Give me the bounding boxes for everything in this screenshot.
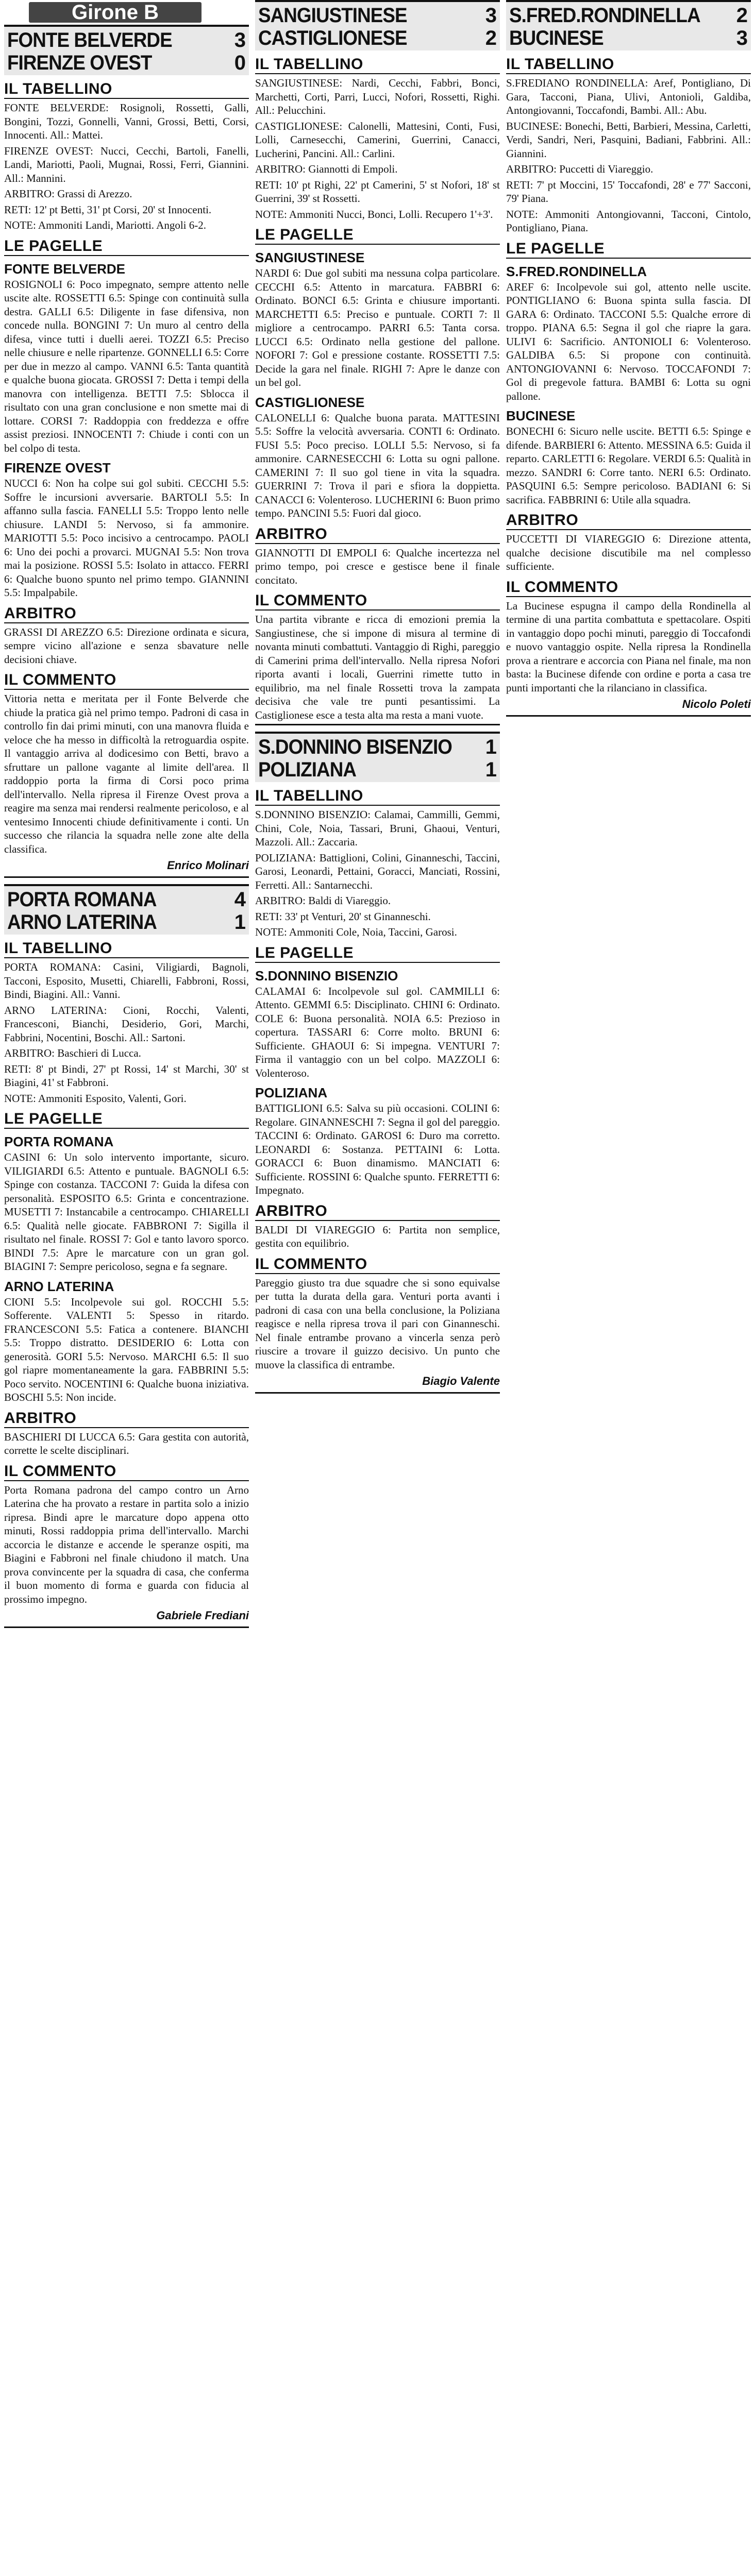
arbitro-rating: BALDI DI VIAREGGIO 6: Partita non semplice, gestita con equilibrio. (255, 1223, 500, 1249)
away-team-name: BUCINESE (509, 27, 603, 49)
pagelle-team-heading: SANGIUSTINESE (255, 250, 365, 265)
tabellino-notes: NOTE: Ammoniti Antongiovanni, Tacconi, Cintolo, Pontigliano, Piana. (506, 208, 751, 234)
match-report (255, 732, 500, 1394)
arbitro-heading: ARBITRO (255, 1202, 500, 1221)
tabellino-home-lineup: S.DONNINO BISENZIO: Calamai, Cammilli, Gemmi, Chini, Cole, Noia, Tassari, Bruni, Ghaoui, Venturi, Mazzoli. All.: Zaccaria. (255, 808, 500, 848)
article-author: Gabriele Frediani (156, 1609, 249, 1622)
tabellino-notes: NOTE: Ammoniti Esposito, Valenti, Gori. (4, 1092, 187, 1105)
pagelle-heading: LE PAGELLE (4, 1110, 249, 1129)
pagelle-team-ratings: CALAMAI 6: Incolpevole sul gol. CAMMILLI 6: Attento. GEMMI 6.5: Disciplinato. CHINI 6: Ordinato. COLE 6: Buona personalità. NOIA 6.5: Prezioso in copertura. TASSARI 6: Corre molto. BRUNI 6: Sufficiente. GHAOUI 6: Si impegna. VENTURI 7: Firma il vantaggio con un bel colpo. MAZZOLI 6: Volenteroso. (255, 985, 500, 1079)
tabellino-away-lineup: ARNO LATERINA: Cioni, Rocchi, Valenti, Francesconi, Bianchi, Desiderio, Gori, Marchi, Fabbrini, Nocentini, Boschi. All.: Sartoni. (4, 1004, 249, 1044)
commento-text: La Bucinese espugna il campo della Rondinella al termine di una partita combattuta e spettacolare. Ospiti in vantaggio dopo pochi minuti, pareggio di Toccafondi e nuovo vantaggio ospite. Nella ripresa la Rondinella prova a rientrare e accorcia con Piana nel finale, ma non basta: la Bucinese difende con ordine e porta a casa tre punti importanti che la rilanciano in classifica. (506, 599, 751, 694)
commento-text: Vittoria netta e meritata per il Fonte Belverde che chiude la pratica già nel primo tempo. Padroni di casa in controllo fin dai primi minuti, con una manovra fluida e veloce che ha messo in difficoltà la retroguardia ospite. Il vantaggio arriva al dodicesimo con Betti, bravo a sfruttare un pallone vagante al limite dell'area. Il raddoppio porta la firma di Corsi poco prima dell'intervallo. Nella ripresa il Firenze Ovest prova a reagire ma senza mai rendersi realmente pericoloso, e al ventesimo Innocenti chiude definitivamente i conti. Un successo che rilancia la squadra nelle zone alte della classifica. (4, 692, 249, 855)
pagelle-team-heading: PORTA ROMANA (4, 1134, 114, 1149)
column-left (4, 0, 249, 2576)
tabellino-referee: ARBITRO: Giannotti di Empoli. (255, 163, 398, 175)
tabellino-away-lineup: FIRENZE OVEST: Nucci, Cecchi, Bartoli, Fanelli, Landi, Mariotti, Paoli, Mugnai, Rossi, Ferri, Giannini. All.: Mannini. (4, 144, 249, 184)
away-team-name: POLIZIANA (258, 758, 357, 781)
tabellino-home-lineup: FONTE BELVERDE: Rosignoli, Rossetti, Galli, Bongini, Tozzi, Gonnelli, Vanni, Grossi, Betti, Corsi, Innocenti. All.: Mattei. (4, 101, 249, 141)
match-header (506, 0, 751, 50)
pagelle-team-ratings: AREF 6: Incolpevole sui gol, attento nelle uscite. PONTIGLIANO 6: Buona spinta sulla fascia. DI GARA 6: Ordinato. TACCONI 5.5: Qualche errore di troppo. PIANA 6.5: Segna il gol che riapre la gara. ULIVI 6: Sacrificio. ANTONIOLI 6: Volenteroso. GALDIBA 6.5: Si propone con continuità. ANTONGIOVANNI 6: Nervoso. TOCCAFONDI 7: Gol di pregevole fattura. BAMBI 6: Lotta su ogni pallone. (506, 280, 751, 402)
pagelle-team-ratings: CASINI 6: Un solo intervento importante, sicuro. VILIGIARDI 6.5: Attento e puntuale. BAGNOLI 6.5: Spinge con costanza. TACCONI 7: Guida la difesa con personalità. ESPOSITO 6.5: Grinta e concentrazione. MUSETTI 7: Instancabile a centrocampo. CHIARELLI 6.5: Qualità nelle giocate. FABBRONI 7: Sigilla il risultato nel finale. ROSSI 7: Gol e tanto lavoro sporco. BINDI 7.5: Apre le marcature con un gran gol. BIAGINI 7: Sempre pericoloso, segna e fa segnare. (4, 1151, 249, 1273)
home-team-line (7, 888, 246, 911)
match-report (4, 884, 249, 1628)
pagelle-team-heading: S.FRED.RONDINELLA (506, 263, 647, 279)
tabellino-home-lineup: SANGIUSTINESE: Nardi, Cecchi, Fabbri, Bonci, Marchetti, Corti, Parri, Lucci, Nofori, Rossetti, Righi. All.: Pelucchini. (255, 77, 500, 116)
pagelle-team-ratings: NUCCI 6: Non ha colpe sui gol subiti. CECCHI 5.5: Soffre le incursioni avversarie. BARTOLI 5.5: In affanno sulla fascia. FANELLI 5.5: Troppo lento nelle chiusure. LANDI 5: Nervoso, si fa ammonire. MARIOTTI 5.5: Poco incisivo a centrocampo. PAOLI 6: Uno dei pochi a provarci. MUGNAI 5.5: Non trova mai la posizione. ROSSI 5.5: Isolato in attacco. FERRI 6: Qualche buono spunto nel primo tempo. GIANNINI 5.5: Impalpabile. (4, 477, 249, 599)
arbitro-rating: GIANNOTTI DI EMPOLI 6: Qualche incertezza nel primo tempo, poi cresce e gestisce bene il finale concitato. (255, 546, 500, 586)
match-header (255, 732, 500, 782)
match-header (4, 884, 249, 935)
tabellino-notes: NOTE: Ammoniti Cole, Noia, Taccini, Garosi. (255, 926, 457, 938)
arbitro-rating: GRASSI DI AREZZO 6.5: Direzione ordinata e sicura, sempre vicino all'azione e senza sbavature nelle decisioni chiave. (4, 625, 249, 666)
home-team-name: FONTE BELVERDE (7, 29, 172, 52)
pagelle-team-heading: POLIZIANA (255, 1085, 328, 1100)
pagelle-heading: LE PAGELLE (255, 944, 500, 963)
pagelle-team-ratings: CALONELLI 6: Qualche buona parata. MATTESINI 5.5: Soffre la velocità avversaria. CONTI 6: Ordinato. FUSI 5.5: Poco preciso. LOLLI 5.5: Nervoso, si fa ammonire. CARNESECCHI 6: Lotta su ogni pallone. CAMERINI 7: Il suo gol tiene in vita la squadra. GUERRINI 7: Trova il pari e sfiora la doppietta. CANACCI 6: Volenteroso. LUCHERINI 6: Buon primo tempo. PANCINI 5.5: Fuori dal gioco. (255, 411, 500, 519)
tabellino-home-lineup: S.FREDIANO RONDINELLA: Aref, Pontigliano, Di Gara, Tacconi, Piana, Ulivi, Antonioli, Galdiba, Antongiovanni, Toccafondi, Bambi. All.: Abu. (506, 77, 751, 116)
girone-label: Girone B (29, 2, 202, 23)
girone-header (4, 0, 249, 25)
away-team-line (7, 911, 246, 934)
arbitro-rating: PUCCETTI DI VIAREGGIO 6: Direzione attenta, qualche decisione discutibile ma nel complesso sufficiente. (506, 533, 751, 572)
home-team-score: 1 (485, 736, 497, 758)
tabellino-heading: IL TABELLINO (4, 80, 249, 99)
column-center (255, 0, 500, 2576)
tabellino-home-lineup: PORTA ROMANA: Casini, Viligiardi, Bagnoli, Tacconi, Esposito, Musetti, Chiarelli, Fabbroni, Rossi, Bindi, Biagini. All.: Vanni. (4, 961, 249, 1001)
article-author: Nicolo Poleti (682, 698, 751, 710)
pagelle-team-heading: S.DONNINO BISENZIO (255, 968, 398, 984)
tabellino-referee: ARBITRO: Puccetti di Viareggio. (506, 163, 653, 175)
home-team-score: 2 (736, 4, 748, 27)
arbitro-rating: BASCHIERI DI LUCCA 6.5: Gara gestita con autorità, corrette le scelte disciplinari. (4, 1430, 249, 1456)
away-team-line (258, 27, 497, 49)
tabellino-goals: RETI: 8' pt Bindi, 27' pt Rossi, 14' st Marchi, 30' st Biagini, 41' st Fabbroni. (4, 1062, 249, 1089)
away-team-name: ARNO LATERINA (7, 911, 157, 934)
tabellino-referee: ARBITRO: Baschieri di Lucca. (4, 1047, 141, 1059)
home-team-score: 3 (234, 29, 246, 52)
tabellino-referee: ARBITRO: Baldi di Viareggio. (255, 894, 391, 907)
tabellino-goals: RETI: 12' pt Betti, 31' pt Corsi, 20' st Innocenti. (4, 203, 212, 216)
home-team-name: PORTA ROMANA (7, 888, 157, 911)
tabellino-goals: RETI: 7' pt Moccini, 15' Toccafondi, 28' e 77' Sacconi, 79' Piana. (506, 178, 751, 205)
away-team-score: 1 (234, 911, 246, 934)
tabellino-away-lineup: POLIZIANA: Battiglioni, Colini, Ginanneschi, Taccini, Garosi, Leonardi, Pettaini, Goracci, Manciati, Rossini, Ferretti. All.: Santarnecchi. (255, 851, 500, 891)
away-team-score: 3 (736, 27, 748, 49)
match-report (255, 0, 500, 725)
away-team-score: 2 (485, 27, 497, 49)
column-right (506, 0, 751, 2576)
tabellino-heading: IL TABELLINO (4, 940, 249, 958)
away-team-line (7, 52, 246, 74)
pagelle-heading: LE PAGELLE (506, 240, 751, 259)
commento-heading: IL COMMENTO (255, 592, 500, 611)
pagelle-team-heading: FIRENZE OVEST (4, 460, 111, 476)
away-team-score: 1 (485, 758, 497, 781)
tabellino-away-lineup: BUCINESE: Bonechi, Betti, Barbieri, Messina, Carletti, Verdi, Sandri, Neri, Pasquini, Badiani, Fabbrini. All.: Giannini. (506, 120, 751, 160)
match-report (506, 0, 751, 717)
article-author: Biagio Valente (422, 1375, 500, 1387)
tabellino-notes: NOTE: Ammoniti Nucci, Bonci, Lolli. Recupero 1'+3'. (255, 208, 493, 221)
commento-text: Pareggio giusto tra due squadre che si sono equivalse per tutta la durata della gara. Venturi porta avanti i padroni di casa con una bella conclusione, la Poliziana reagisce e nella ripresa trova il pari con Ginanneschi. Nel finale entrambe provano a vincerla senza però riuscire a trovare il guizzo decisivo. Un punto che muove la classifica di entrambe. (255, 1276, 500, 1371)
home-team-name: S.FRED.RONDINELLA (509, 4, 700, 27)
commento-heading: IL COMMENTO (506, 579, 751, 597)
home-team-score: 4 (234, 888, 246, 911)
tabellino-heading: IL TABELLINO (506, 56, 751, 74)
tabellino-referee: ARBITRO: Grassi di Arezzo. (4, 188, 132, 200)
commento-text: Una partita vibrante e ricca di emozioni premia la Sangiustinese, che si impone di misura al termine di novanta minuti combattuti. Vantaggio di Righi, pareggio di Camerini prima dell'intervallo. Nella ripresa Nofori riporta avanti i locali, Guerrini rimette tutto in equilibrio, ma nel finale Rossetti trova la zampata decisiva che vale tre punti pesantissimi. La Castiglionese esce a testa alta ma resta a mani vuote. (255, 613, 500, 721)
home-team-line (258, 4, 497, 27)
arbitro-heading: ARBITRO (255, 526, 500, 544)
away-team-line (258, 758, 497, 781)
pagelle-team-heading: CASTIGLIONESE (255, 394, 365, 410)
tabellino-goals: RETI: 10' pt Righi, 22' pt Camerini, 5' st Nofori, 18' st Guerrini, 39' st Rossetti. (255, 178, 500, 205)
tabellino-notes: NOTE: Ammoniti Landi, Mariotti. Angoli 6-2. (4, 219, 206, 231)
home-team-line (7, 29, 246, 52)
tabellino-away-lineup: CASTIGLIONESE: Calonelli, Mattesini, Conti, Fusi, Lolli, Carnesecchi, Camerini, Guerrini, Canacci, Lucherini, Pancini. All.: Carlini. (255, 120, 500, 160)
commento-heading: IL COMMENTO (4, 1463, 249, 1481)
tabellino-heading: IL TABELLINO (255, 56, 500, 74)
pagelle-team-ratings: ROSIGNOLI 6: Poco impegnato, sempre attento nelle uscite alte. ROSSETTI 6.5: Spinge con continuità sulla destra. GALLI 6.5: Diligente in fase difensiva, non concede nulla. BONGINI 7: Un muro al centro della difesa, vince tutti i duelli aerei. TOZZI 6.5: Preciso nelle chiusure e nelle ripartenze. GONNELLI 6.5: Corre per due in mezzo al campo. VANNI 6.5: Tanta quantità e qualche buona giocata. GROSSI 7: Detta i tempi della manovra con intelligenza. BETTI 7.5: Sblocca il risultato con una gran conclusione e non smette mai di lottare. CORSI 7: Raddoppia con freddezza e offre assist preziosi. INNOCENTI 7: Chiude i conti con un bel colpo di testa. (4, 278, 249, 454)
tabellino-heading: IL TABELLINO (255, 787, 500, 806)
pagelle-team-ratings: BATTIGLIONI 6.5: Salva su più occasioni. COLINI 6: Regolare. GINANNESCHI 7: Segna il gol del pareggio. TACCINI 6: Ordinato. GAROSI 6: Duro ma corretto. LEONARDI 6: Sostanza. PETTAINI 6: Lotta. GORACCI 6: Buon dinamismo. MANCIATI 6: Sufficiente. ROSSINI 6: Qualche spunto. FERRETTI 6: Impegnato. (255, 1102, 500, 1196)
pagelle-heading: LE PAGELLE (255, 226, 500, 245)
match-report (4, 25, 249, 878)
pagelle-team-ratings: NARDI 6: Due gol subiti ma nessuna colpa particolare. CECCHI 6.5: Attento in marcatura. FABBRI 6: Ordinato. BONCI 6.5: Grinta e chiusure importanti. MARCHETTI 6.5: Preciso e puntuale. CORTI 7: Il migliore a centrocampo. PARRI 6.5: Tanta corsa. LUCCI 6.5: Ordinato nella gestione del pallone. NOFORI 7: Gol e pressione costante. ROSSETTI 7.5: Decide la gara nel finale. RIGHI 7: Apre le danze con un bel gol. (255, 267, 500, 388)
pagelle-team-heading: FONTE BELVERDE (4, 261, 125, 277)
arbitro-heading: ARBITRO (4, 1410, 249, 1428)
home-team-name: S.DONNINO BISENZIO (258, 736, 452, 758)
home-team-name: SANGIUSTINESE (258, 4, 407, 27)
commento-heading: IL COMMENTO (255, 1256, 500, 1274)
away-team-score: 0 (234, 52, 246, 74)
pagelle-team-heading: BUCINESE (506, 408, 576, 423)
home-team-line (258, 736, 497, 758)
away-team-name: CASTIGLIONESE (258, 27, 407, 49)
tabellino-goals: RETI: 33' pt Venturi, 20' st Ginanneschi. (255, 910, 431, 923)
pagelle-team-ratings: BONECHI 6: Sicuro nelle uscite. BETTI 6.5: Spinge e difende. BARBIERI 6: Attento. MESSINA 6.5: Guida il reparto. CARLETTI 6: Regolare. VERDI 6.5: Qualità in mezzo. SANDRI 6: Corre tanto. NERI 6.5: Ordinato. PASQUINI 6.5: Sempre pericoloso. BADIANI 6: Si sacrifica. FABBRINI 6: Utile alla squadra. (506, 425, 751, 506)
commento-heading: IL COMMENTO (4, 671, 249, 690)
match-header (255, 0, 500, 50)
home-team-score: 3 (485, 4, 497, 27)
arbitro-heading: ARBITRO (4, 605, 249, 623)
away-team-name: FIRENZE OVEST (7, 52, 152, 74)
match-header (4, 25, 249, 75)
article-author: Enrico Molinari (167, 859, 249, 872)
commento-text: Porta Romana padrona del campo contro un Arno Laterina che ha provato a restare in partita solo a inizio ripresa. Bindi apre le marcature dopo appena otto minuti, Rossi raddoppia prima dell'intervallo. Marchi accorcia le distanze e accende le speranze ospiti, ma Biagini e Fabbroni nel finale chiudono il match. Una prova convincente per la squadra di casa, che conferma il buon momento di forma e guarda con fiducia al prossimo impegno. (4, 1483, 249, 1605)
pagelle-team-ratings: CIONI 5.5: Incolpevole sui gol. ROCCHI 5.5: Sofferente. VALENTI 5: Spesso in ritardo. FRANCESCONI 5.5: Fatica a contenere. BIANCHI 5.5: Troppo distratto. DESIDERIO 6: Lotta con generosità. GORI 5.5: Nervoso. MARCHI 6.5: Il suo gol riapre momentaneamente la gara. FABBRINI 5.5: Poco servito. NOCENTINI 6: Qualche buona iniziativa. BOSCHI 5.5: Non incide. (4, 1295, 249, 1403)
home-team-line (509, 4, 748, 27)
pagelle-heading: LE PAGELLE (4, 238, 249, 256)
arbitro-heading: ARBITRO (506, 512, 751, 530)
away-team-line (509, 27, 748, 49)
pagelle-team-heading: ARNO LATERINA (4, 1278, 114, 1294)
